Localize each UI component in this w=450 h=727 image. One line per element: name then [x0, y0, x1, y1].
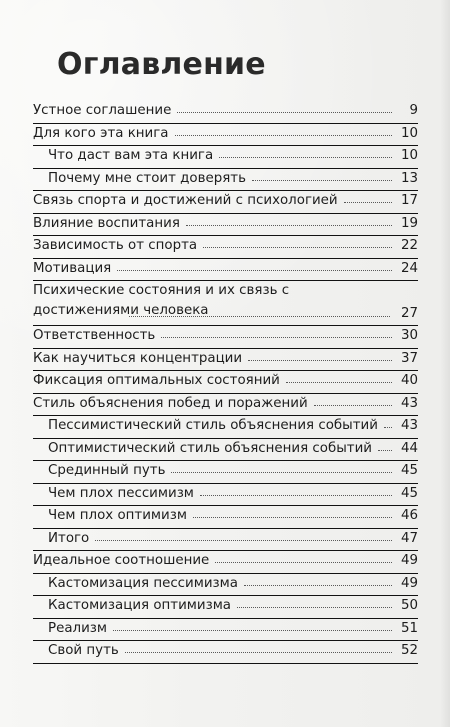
toc-page-number: 49: [400, 553, 418, 568]
toc-entry: [33, 439, 418, 462]
toc-entry: [33, 619, 418, 642]
toc-entry: [33, 101, 418, 124]
toc-entry: [33, 596, 418, 619]
toc-page-number: 17: [400, 193, 418, 208]
toc-page-number: 44: [400, 440, 418, 456]
dotted-leader: [95, 539, 392, 541]
toc-title: Мотивация: [33, 260, 112, 276]
page-edge-shadow: [440, 0, 450, 727]
toc-title: Оптимистический стиль объяснения событий: [48, 440, 372, 456]
toc-title: Зависимость от спорта: [33, 238, 198, 253]
toc-title: Почему мне стоит доверять: [48, 170, 246, 186]
toc-page-number: 40: [400, 373, 418, 388]
toc-title: Реализм: [48, 620, 108, 636]
toc-page-number: 51: [400, 620, 418, 636]
toc-page-number: 22: [400, 238, 418, 253]
dotted-leader: [286, 381, 392, 383]
dotted-leader: [113, 629, 392, 631]
dotted-leader: [117, 269, 392, 271]
toc-page-number: 47: [400, 530, 418, 546]
toc-page-number: 9: [409, 103, 418, 118]
toc-title: Чем плох оптимизм: [48, 508, 187, 523]
toc-entry: [33, 394, 418, 417]
toc-title: Влияние воспитания: [33, 215, 180, 231]
dotted-leader: [384, 426, 392, 428]
toc-title: Пессимистический стиль объяснения событий: [48, 418, 378, 433]
dotted-leader: [177, 111, 392, 113]
dotted-leader: [237, 606, 392, 608]
toc-title: Связь спорта и достижений с психологией: [33, 193, 338, 208]
dotted-leader: [378, 449, 392, 451]
toc-page-number: 49: [400, 575, 418, 591]
toc-entry: [33, 641, 418, 664]
toc-page-number: 52: [400, 643, 418, 658]
toc-page-number: 19: [400, 215, 418, 231]
dotted-leader: [244, 584, 392, 586]
toc-title: Ответственность: [33, 328, 156, 343]
toc-entry: [33, 574, 418, 597]
toc-page-number: 10: [400, 125, 418, 141]
toc-page-number: 50: [400, 598, 418, 613]
dotted-leader: [171, 471, 392, 473]
toc-page-number: 43: [400, 395, 418, 411]
toc-title: Стиль объяснения побед и поражений: [33, 395, 308, 411]
dotted-leader: [175, 134, 393, 136]
toc-title: Как научиться концентрации: [33, 350, 243, 366]
toc-page-number: 45: [400, 485, 418, 501]
toc-page-number: 13: [400, 170, 418, 186]
dotted-leader: [125, 651, 392, 653]
toc-entry: [33, 146, 418, 169]
toc-title: Фиксация оптимальных состояний: [33, 373, 280, 388]
page-title: Оглавление: [57, 47, 266, 82]
toc-title: Свой путь: [48, 643, 119, 658]
dotted-leader: [219, 156, 392, 158]
dotted-leader: [186, 224, 392, 226]
toc-page-number: 24: [400, 260, 418, 276]
toc-entry: [33, 529, 418, 552]
toc-entry: [33, 349, 418, 372]
dotted-leader: [252, 179, 392, 181]
toc-entry: [33, 259, 418, 282]
dotted-leader: [129, 315, 390, 317]
toc-title: Идеальное соотношение: [33, 553, 210, 568]
toc-entry: [33, 214, 418, 237]
toc-page-number: 43: [400, 418, 418, 433]
dotted-leader: [161, 336, 392, 338]
toc-entry: [33, 551, 418, 574]
toc-title: Устное соглашение: [33, 103, 172, 118]
toc-entry: [33, 236, 418, 259]
dotted-leader: [314, 404, 392, 406]
toc-page-number: 30: [400, 328, 418, 343]
toc-entry: [33, 326, 418, 349]
dotted-leader: [215, 561, 392, 563]
toc-entry: [33, 371, 418, 394]
toc-page-number: 27: [400, 306, 418, 321]
toc-title: Для кого эта книга: [33, 125, 169, 141]
toc-page-number: 46: [400, 508, 418, 523]
toc-entry: [33, 416, 418, 439]
toc-title: Итого: [48, 530, 90, 546]
toc-title: Чем плох пессимизм: [48, 485, 194, 501]
toc-title: Срединный путь: [48, 463, 166, 478]
toc-entry: [33, 281, 418, 326]
toc-page-number: 10: [400, 148, 418, 163]
toc-page-number: 45: [400, 463, 418, 478]
toc-title: Кастомизация пессимизма: [48, 575, 238, 591]
dotted-leader: [344, 201, 392, 203]
dotted-leader: [193, 516, 392, 518]
toc-title: Психические состояния и их связь с достижениями человека: [33, 283, 290, 318]
dotted-leader: [203, 246, 392, 248]
toc-entry: [33, 169, 418, 192]
toc-title: Что даст вам эта книга: [48, 148, 214, 163]
toc-entry: [33, 191, 418, 214]
toc-page-number: 37: [400, 350, 418, 366]
toc-entry: [33, 124, 418, 147]
dotted-leader: [248, 359, 392, 361]
table-of-contents: [33, 101, 418, 664]
toc-title: Кастомизация оптимизма: [48, 598, 232, 613]
toc-entry: [33, 461, 418, 484]
dotted-leader: [200, 494, 392, 496]
toc-entry: [33, 484, 418, 507]
toc-entry: [33, 506, 418, 529]
